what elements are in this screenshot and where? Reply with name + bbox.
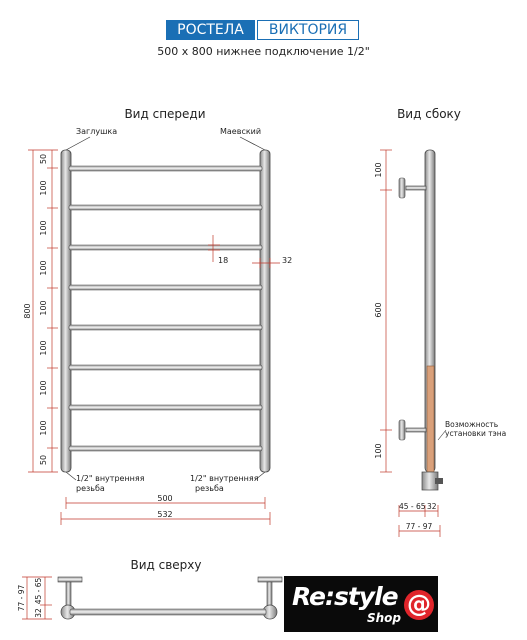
front-view-title: Вид спереди	[124, 107, 206, 121]
mayevsky-label: Маевский	[220, 127, 262, 136]
rungs	[69, 166, 262, 451]
rung-dim-label: 18	[218, 256, 229, 265]
heater-element	[427, 366, 434, 472]
thread-right-label: 1/2" внутренняя	[190, 474, 259, 483]
thread-left-label-2: резьба	[76, 484, 105, 493]
top-view-title: Вид сверху	[130, 558, 202, 572]
side-depth-range: 45 - 65	[399, 502, 426, 511]
logo-shop-text: Shop	[367, 611, 402, 625]
left-upright-pipe	[61, 150, 71, 472]
rung	[69, 405, 262, 410]
restyle-shop-logo	[284, 576, 438, 632]
segment-label: 100	[39, 260, 48, 276]
brand-label: РОСТЕЛА	[166, 20, 255, 40]
height-total-label: 800	[23, 303, 32, 319]
side-bottom-dim: 100	[374, 443, 383, 459]
width-inner-label: 500	[157, 494, 173, 503]
logo-main-text: Re:style	[292, 582, 398, 611]
top-view-drawing	[58, 577, 282, 619]
segment-label: 100	[39, 220, 48, 236]
right-upright-pipe	[260, 150, 270, 472]
thread-left-leader	[66, 472, 76, 480]
model-label: ВИКТОРИЯ	[257, 20, 359, 40]
side-middle-dim: 600	[374, 302, 383, 318]
rung	[69, 285, 262, 290]
segment-label: 100	[39, 380, 48, 396]
pipe-dim-label: 32	[282, 256, 293, 265]
width-outer-label: 532	[157, 510, 173, 519]
segment-label: 100	[39, 180, 48, 196]
logo-at-sign: @	[404, 590, 434, 620]
side-bracket-top	[399, 178, 426, 198]
side-connector-nut	[435, 478, 443, 484]
side-total-depth: 77 - 97	[405, 522, 433, 531]
rung	[69, 245, 262, 250]
rung	[69, 205, 262, 210]
rung	[69, 325, 262, 330]
segment-labels	[39, 154, 48, 465]
heater-note-1: Возможность	[445, 420, 499, 429]
segment-label: 100	[39, 300, 48, 316]
plug-leader-line	[66, 137, 90, 150]
side-top-dim: 100	[374, 162, 383, 178]
mayevsky-leader-line	[240, 137, 265, 150]
heater-note-2: установки тэна	[445, 429, 507, 438]
plug-label: Заглушка	[76, 127, 118, 136]
rung	[69, 446, 262, 451]
top-dim-pipe: 32	[34, 608, 43, 618]
segment-label: 100	[39, 420, 48, 436]
segment-label: 50	[39, 454, 48, 466]
top-dim-range: 45 - 65	[34, 577, 43, 605]
rung	[69, 365, 262, 370]
thread-right-label-2: резьба	[195, 484, 224, 493]
product-subtitle: 500 x 800 нижнее подключение 1/2"	[157, 45, 370, 58]
side-view-title: Вид сбоку	[397, 107, 461, 121]
rung	[69, 166, 262, 171]
top-dim-total: 77 - 97	[17, 584, 26, 612]
segment-label: 100	[39, 340, 48, 356]
side-bracket-bottom	[399, 420, 426, 440]
segment-label: 50	[39, 153, 48, 165]
thread-left-label: 1/2" внутренняя	[76, 474, 145, 483]
side-pipe-dim: 32	[427, 502, 437, 511]
